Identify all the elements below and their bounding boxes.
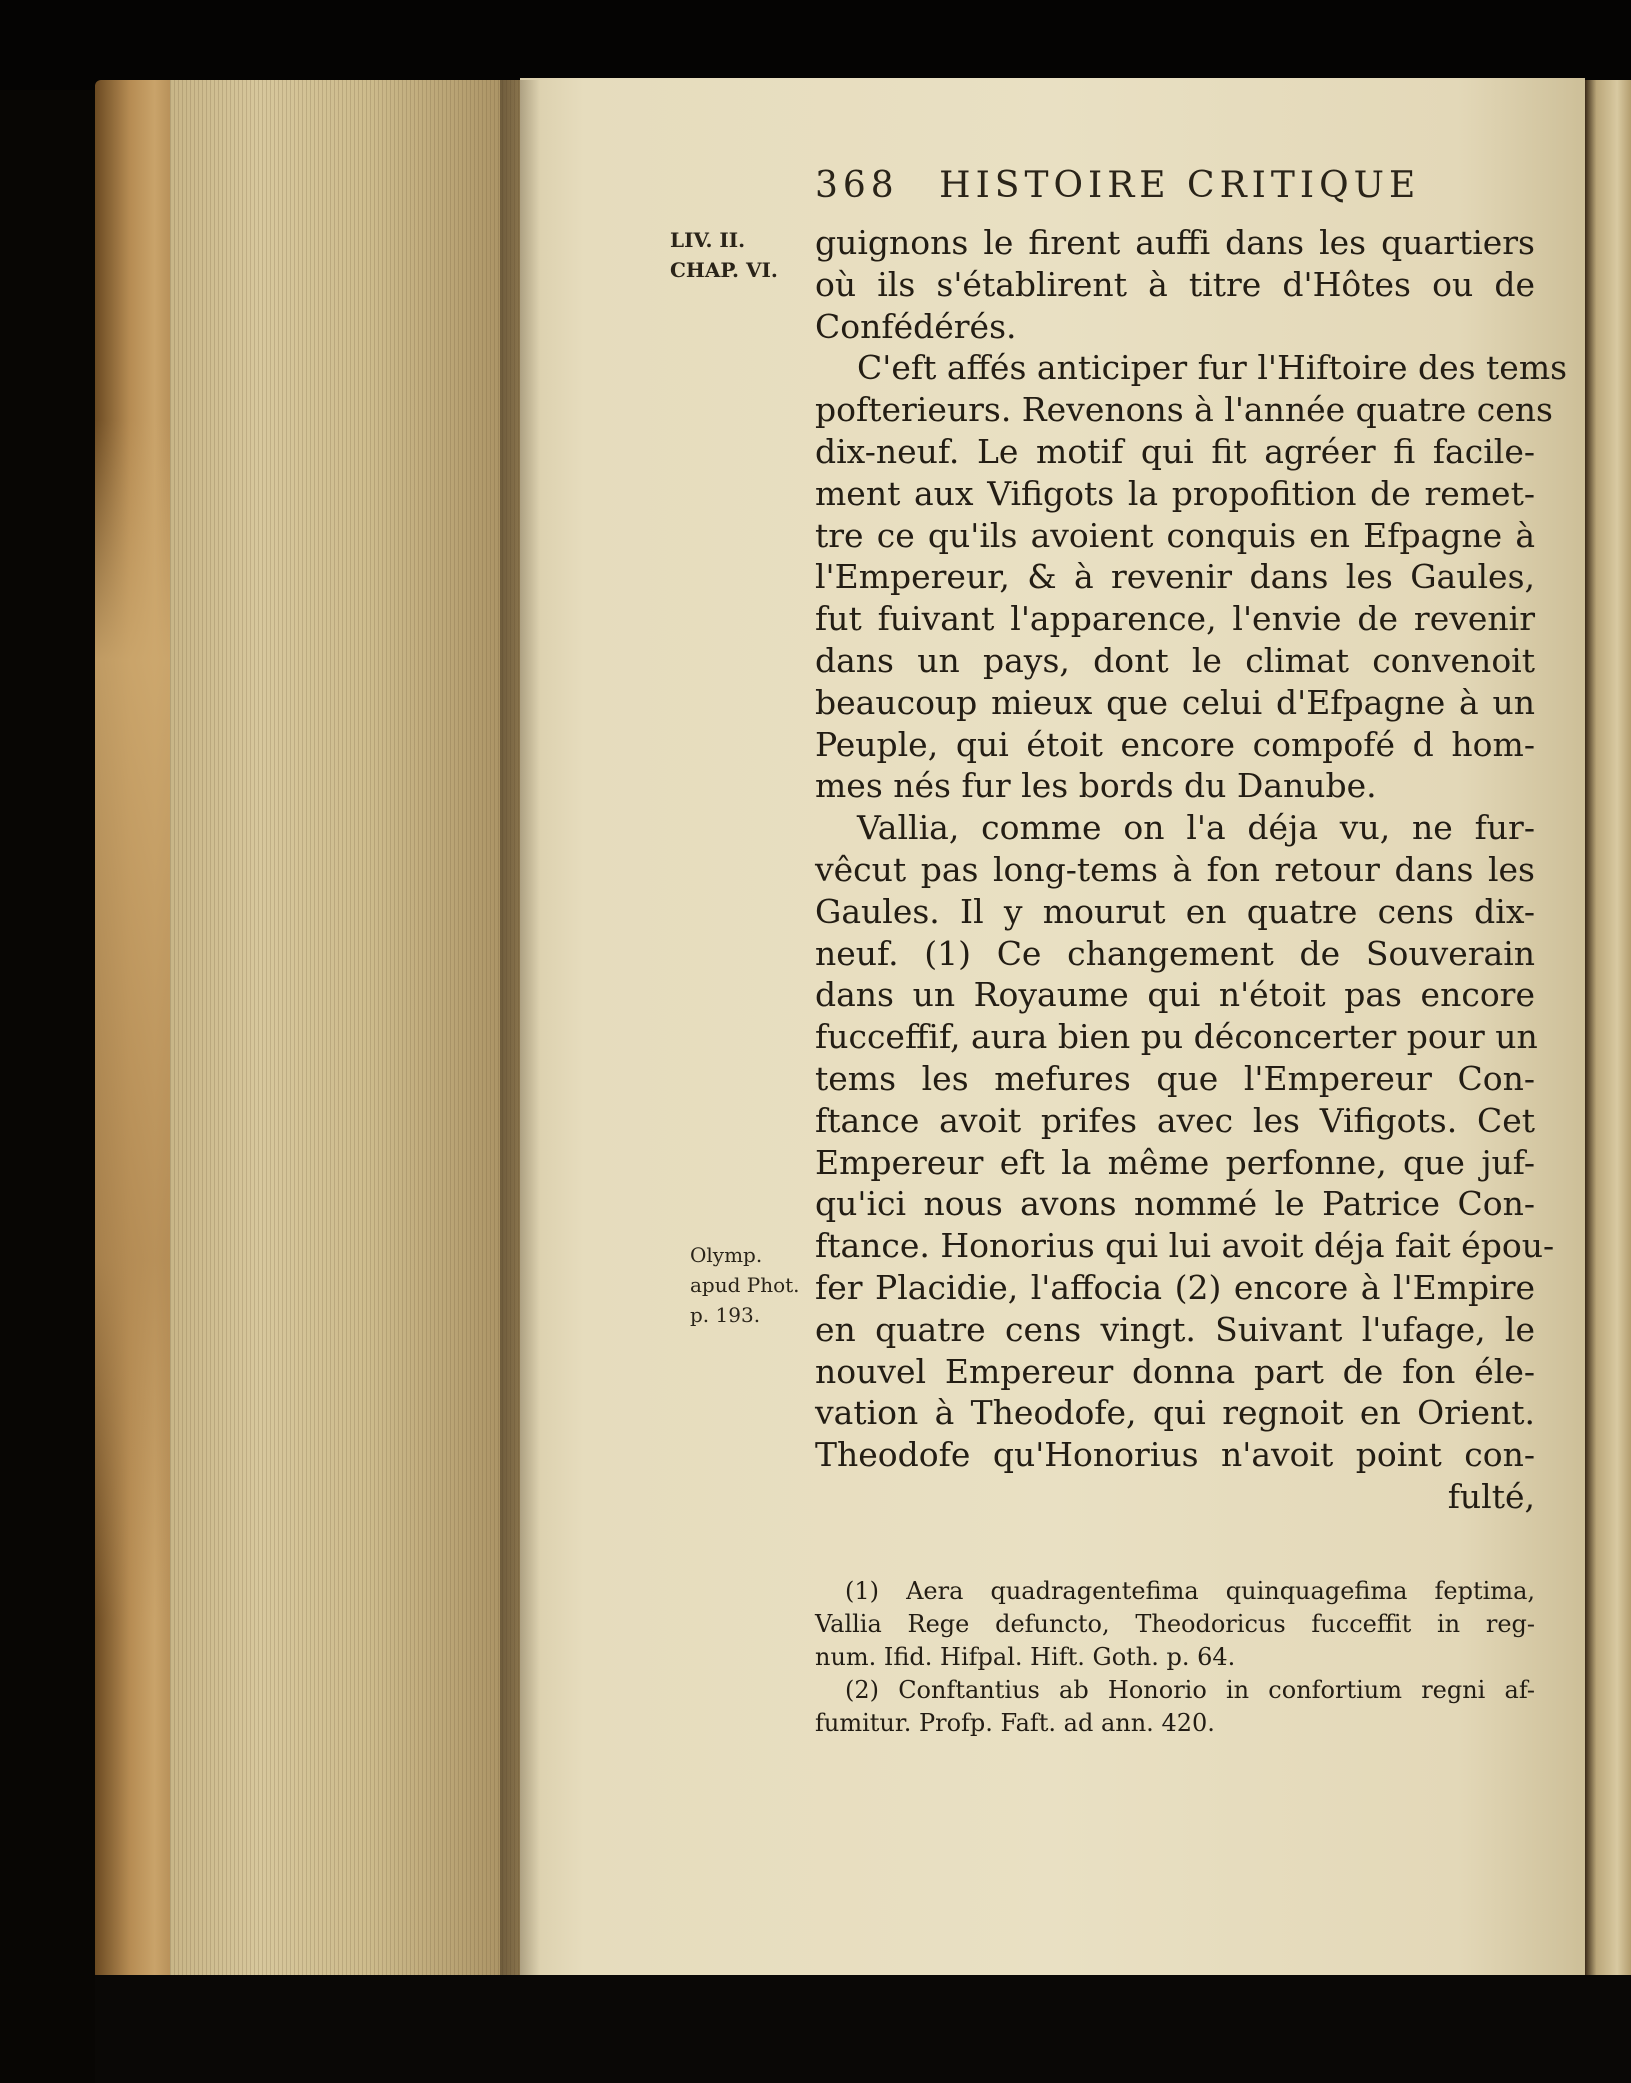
text-line: Empereur eft la même perfonne, que juf- (815, 1142, 1535, 1182)
page-title: HISTOIRE CRITIQUE (939, 165, 1421, 206)
text-line: tems les mefures que l'Empereur Con- (815, 1058, 1535, 1098)
margin-note-source (690, 1240, 800, 1330)
text-line: beaucoup mieux que celui d'Efpagne à un (815, 682, 1535, 722)
margin-note-line: CHAP. VI. (670, 258, 778, 282)
text-line: ment aux Vifigots la propofition de remet- (815, 473, 1535, 513)
text-line: Confédérés. (815, 306, 1017, 346)
text-line: ftance avoit prifes avec les Vifigots. Cet (815, 1100, 1535, 1140)
text-line: Peuple, qui étoit encore compofé d hom- (815, 724, 1535, 764)
text-line: fut fuivant l'apparence, l'envie de revenir (815, 599, 1535, 639)
footnote-line: (1) Aera quadragentefima quinquagefima feptima, (845, 1577, 1535, 1605)
text-line: vation à Theodofe, qui regnoit en Orient. (815, 1393, 1535, 1433)
text-line: dix-neuf. Le motif qui fit agréer fi facile- (815, 431, 1535, 471)
text-line: en quatre cens vingt. Suivant l'ufage, le (815, 1309, 1535, 1349)
text-line: où ils s'établirent à titre d'Hôtes ou de (815, 264, 1535, 304)
text-line: qu'ici nous avons nommé le Patrice Con- (815, 1184, 1535, 1224)
footnote-line: fumitur. Profp. Faft. ad ann. 420. (815, 1709, 1215, 1737)
text-line: C'eft affés anticiper fur l'Hiftoire des tems (857, 348, 1568, 388)
text-line: fucceffif, aura bien pu déconcerter pour un (815, 1017, 1538, 1057)
page-gutter-shadow (500, 80, 540, 1985)
body-text (815, 222, 1568, 1518)
text-line: vêcut pas long-tems à fon retour dans les (815, 849, 1535, 889)
text-line: pofterieurs. Revenons à l'année quatre cens (815, 390, 1553, 430)
text-line: dans un pays, dont le climat convenoit (815, 640, 1535, 680)
text-line: nouvel Empereur donna part de fon éle- (815, 1351, 1535, 1391)
margin-note-line: apud Phot. (690, 1273, 800, 1297)
text-line: guignons le firent auffi dans les quartiers (815, 223, 1535, 262)
page-block-edges (170, 80, 530, 1985)
footnote-line: (2) Conftantius ab Honorio in confortium regni af- (845, 1676, 1535, 1704)
right-page-sliver (1585, 80, 1631, 1980)
margin-note-chapter (670, 225, 778, 285)
text-line: mes nés fur les bords du Danube. (815, 766, 1377, 806)
text-line: ftance. Honorius qui lui avoit déja fait épou- (815, 1226, 1555, 1266)
cover-leather-patch (95, 420, 175, 1620)
text-line: fer Placidie, l'affocia (2) encore à l'Empire (815, 1267, 1535, 1307)
footnote-line: num. Ifid. Hifpal. Hift. Goth. p. 64. (815, 1643, 1236, 1671)
text-line: l'Empereur, & à revenir dans les Gaules, (815, 557, 1535, 597)
text-line: dans un Royaume qui n'étoit pas encore (815, 975, 1535, 1015)
background-top (0, 0, 1631, 90)
footnotes (815, 1575, 1535, 1740)
footnote-line: Vallia Rege defuncto, Theodoricus fucceffit in reg- (815, 1610, 1535, 1638)
running-head (815, 165, 1420, 206)
background-bottom (95, 1975, 1631, 2083)
text-line: neuf. (1) Ce changement de Souverain (815, 933, 1535, 973)
text-line: tre ce qu'ils avoient conquis en Efpagne à (815, 515, 1535, 555)
catchword: fulté, (1447, 1476, 1535, 1516)
text-line: Gaules. Il y mourut en quatre cens dix- (815, 891, 1535, 931)
margin-note-line: LIV. II. (670, 228, 746, 252)
text-line: Vallia, comme on l'a déja vu, ne fur- (857, 808, 1535, 848)
text-line: Theodofe qu'Honorius n'avoit point con- (815, 1435, 1535, 1475)
margin-note-line: Olymp. (690, 1243, 763, 1267)
margin-note-line: p. 193. (690, 1303, 761, 1327)
page-number: 368 (815, 165, 899, 206)
